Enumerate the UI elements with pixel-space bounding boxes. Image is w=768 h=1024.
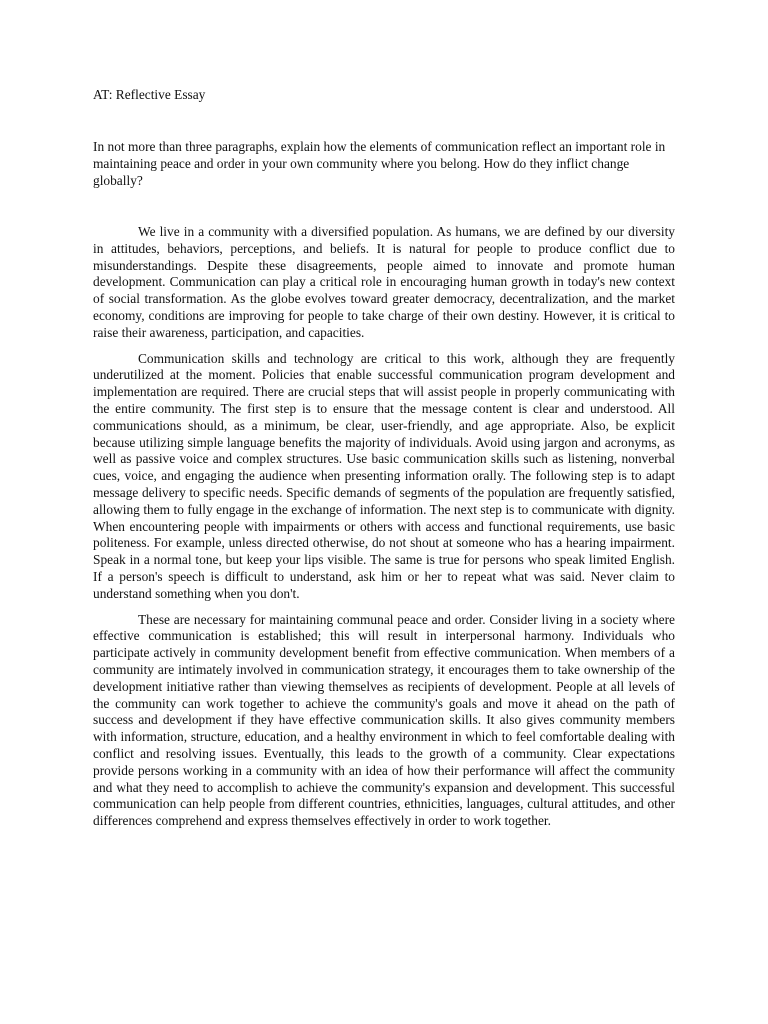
essay-paragraph-3: These are necessary for maintaining communal peace and order. Consider living in a society where effective communication is established; this will result in interpersonal harmony. Individuals who participate actively in community development benefit from effective communication. When members of a community are intimately involved in communication strategy, it encourages them to take ownership of the development initiative rather than viewing themselves as recipients of development. People at all levels of the community can work together to achieve the community's goals and move it ahead on the path of success and development if they have effective communication skills. It also gives community members with information, structure, education, and a healthy environment in which to feel comfortable dealing with conflict and resolving issues. Eventually, this leads to the growth of a community. Clear expectations provide persons working in a community with an idea of how their performance will affect the community and what they need to accomplish to achieve the community's expansion and development. This successful communication can help people from different countries, ethnicities, languages, cultural attitudes, and other differences comprehend and express themselves effectively in order to work together.: [93, 611, 675, 829]
essay-paragraph-1: We live in a community with a diversified population. As humans, we are defined by our diversity in attitudes, behaviors, perceptions, and beliefs. It is natural for people to produce conflict due to misunderstandings. Despite these disagreements, people aimed to innovate and promote human development. Communication can play a critical role in encouraging human growth in today's new context of social transformation. As the globe evolves toward greater democracy, decentralization, and the market economy, conditions are improving for people to take charge of their own destiny. However, it is critical to raise their awareness, participation, and capacities.: [93, 224, 675, 340]
document-title: AT: Reflective Essay: [93, 87, 206, 102]
essay-prompt: In not more than three paragraphs, explain how the elements of communication reflect an important role in maintaining peace and order in your own community where you belong. How do they inflict change globally?: [93, 139, 666, 188]
essay-paragraph-2: Communication skills and technology are critical to this work, although they are frequently underutilized at the moment. Policies that enable successful communication program development and implementation are required. There are crucial steps that will assist people in properly communicating with the entire community. The first step is to ensure that the message content is clear and understood. All communications should, as a minimum, be clear, user-friendly, and age appropriate. Also, be explicit because utilizing simple language benefits the majority of individuals. Avoid using jargon and acronyms, as well as passive voice and complex structures. Use basic communication skills such as listening, nonverbal cues, voice, and engaging the audience when presenting information orally. The following step is to adapt message delivery to specific needs. Specific demands of segments of the population are frequently satisfied, allowing them to fully engage in the exchange of information. The next step is to communicate with dignity. When encountering people with impairments or others with access and functional requirements, use basic politeness. For example, unless directed otherwise, do not shout at someone who has a hearing impairment. Speak in a normal tone, but keep your lips visible. The same is true for persons who speak limited English. If a person's speech is difficult to understand, ask him or her to repeat what was said. Never claim to understand something when you don't.: [93, 350, 675, 601]
essay-body: [93, 224, 675, 839]
